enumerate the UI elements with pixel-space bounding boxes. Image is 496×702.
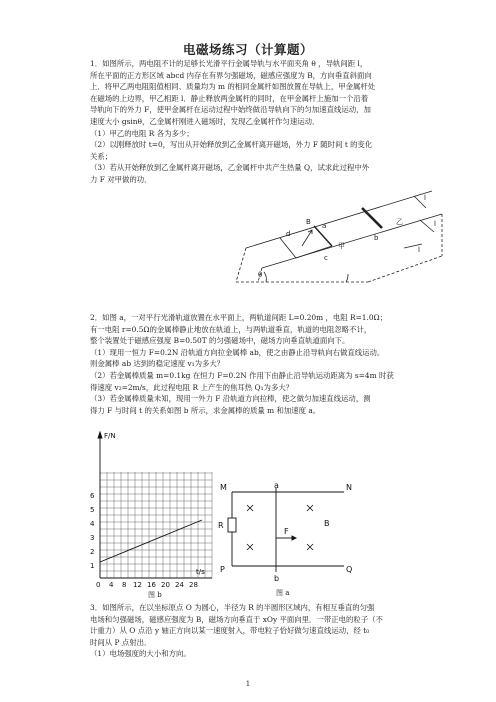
x-tick: 24 — [175, 581, 184, 589]
question-1 — [90, 58, 426, 186]
q3-line: 计重力）从 O 点沿 y 轴正方向以某一速度射入，带电粒子恰好做匀速直线运动，经 t₀ — [90, 626, 370, 636]
q2-graph-b — [86, 428, 216, 593]
q1-line: （3）若从开始释放到乙金属杆离开磁场，乙金属杆中共产生热量 Q，试求此过程中外 — [90, 163, 370, 173]
q3-line: （1）电场强度的大小和方向。 — [90, 649, 191, 659]
graph-b-caption: 图 b — [148, 591, 162, 599]
q3-line: 电场和匀强磁场，磁感应强度为 B，磁场方向垂直于 xOy 平面向里．一带正电的粒子（不 — [90, 614, 383, 624]
x-tick: 20 — [161, 581, 170, 589]
q1-line: 力 F 对甲做的功． — [90, 174, 152, 184]
q3-line: 3．如图所示，在以坐标原点 O 为圆心，半径为 R 的半圆形区域内，有相互垂直的匀强 — [90, 603, 375, 612]
q2-line: 得力 F 与时间 t 的关系如图 b 所示，求金属棒的质量 m 和加速度 a。 — [90, 405, 321, 415]
label-l-3: l — [418, 246, 420, 254]
q1-line: 上．将甲乙两电阻阻值相同、质量均为 m 的相同金属杆如图放置在导轨上，甲金属杆处 — [90, 82, 376, 92]
label-B: B — [306, 218, 311, 226]
y-tick: 2 — [90, 548, 95, 556]
q1-line: （2）以刚释放时 t=0，写出从开始释放到乙金属杆离开磁场，外力 F 随时间 t 的变化 — [90, 140, 373, 150]
q2-figure-a — [212, 480, 362, 590]
q2-line: （1）现用一恒力 F=0.2N 沿轨道方向拉金属棒 ab，使之由静止沿导轨向右做直线运动。 — [90, 347, 385, 357]
label-theta: θ — [258, 271, 263, 279]
graph-b-ylabel: F/N — [104, 432, 116, 440]
q2-line: 则金属棒 ab 达到的稳定速度 v₁为多大？ — [90, 359, 225, 369]
q2-line: （2）若金属棒质量 m=0.1kg 在恒力 F=0.2N 作用下由静止沿导轨运动距离为 s=4m 时获 — [90, 370, 394, 380]
y-tick: 6 — [90, 492, 95, 500]
q2-line: （3）若金属棒质量未知，现用一外力 F 沿轨道方向拉棒，使之做匀加速直线运动，测 — [90, 394, 371, 404]
q1-line: 在磁场的上边界，甲乙相距 l．静止释放两金属杆的同时，在甲金属杆上施加一个沿着 — [90, 93, 369, 103]
q2-line: 2．如图 a，一对平行光滑轨道放置在水平面上，两轨道间距 L=0.20m ，电阻 R=1.0Ω； — [90, 313, 388, 322]
label-l-1: l — [424, 194, 426, 202]
label-B: B — [324, 519, 330, 528]
label-c: c — [324, 254, 328, 262]
label-a: a — [274, 481, 279, 490]
q2-line: 整个装置处于磁感应强度 B=0.50T 的匀强磁场中，磁场方向垂直轨道面向下。 — [90, 336, 350, 346]
q1-figure — [228, 188, 453, 288]
label-Q: Q — [346, 565, 353, 574]
graph-b-line — [100, 520, 202, 562]
label-P: P — [220, 565, 225, 574]
label-N: N — [346, 483, 352, 492]
page-title: 电磁场练习（计算题） — [182, 42, 313, 57]
question-2 — [90, 312, 426, 416]
label-F: F — [284, 527, 289, 536]
question-3 — [90, 602, 426, 660]
y-tick: 5 — [90, 506, 95, 514]
label-R: R — [218, 521, 224, 530]
q1-line: 速度大小 gsinθ，乙金属杆刚进入磁场时，发现乙金属杆作匀速运动． — [90, 116, 320, 126]
label-jia: 甲 — [338, 242, 345, 250]
q2-line: 有一电阻 r=0.5Ω的金属棒静止地放在轨道上，与两轨道垂直，轨道的电阻忽略不计， — [90, 324, 372, 334]
x-tick: 4 — [109, 581, 114, 589]
q1-line: 1．如图所示，两电阻不计的足够长光滑平行金属导轨与水平面夹角 θ ，导轨间距 l， — [90, 59, 368, 68]
q1-line: 所在平面的正方形区域 abcd 内存在有界匀强磁场，磁感应强度为 B，方向垂直斜面向 — [90, 70, 372, 80]
x-tick: 28 — [189, 581, 198, 589]
label-b: b — [274, 574, 280, 583]
x-tick: 16 — [147, 581, 156, 589]
q2-line: 得速度 v₂=2m/s，此过程电阻 R 上产生的焦耳热 Q₁为多大？ — [90, 382, 294, 392]
label-l-2: l — [434, 220, 436, 228]
figure-a-caption: 图 a — [276, 589, 290, 597]
label-a: a — [322, 222, 327, 230]
x-tick: 8 — [122, 581, 127, 589]
y-tick: 4 — [90, 520, 95, 528]
graph-b-xlabel: t/s — [196, 568, 205, 576]
q1-line: （1）甲乙的电阻 R 各为多少； — [90, 128, 194, 138]
label-b: b — [374, 234, 379, 242]
label-d: d — [286, 230, 291, 238]
q1-line: 导轨向下的外力 F，使甲金属杆在运动过程中始终做沿导轨向下的匀加速直线运动，加 — [90, 105, 371, 115]
y-tick: 1 — [90, 562, 95, 570]
x-tick: 12 — [133, 581, 142, 589]
page-number: 1 — [245, 680, 251, 688]
x-tick: 0 — [96, 581, 101, 589]
q3-line: 时间从 P 点射出． — [90, 637, 152, 647]
label-yi: 乙 — [396, 218, 403, 226]
q1-line: 关系； — [90, 151, 113, 161]
label-M: M — [220, 483, 227, 492]
y-tick: 3 — [90, 534, 95, 542]
